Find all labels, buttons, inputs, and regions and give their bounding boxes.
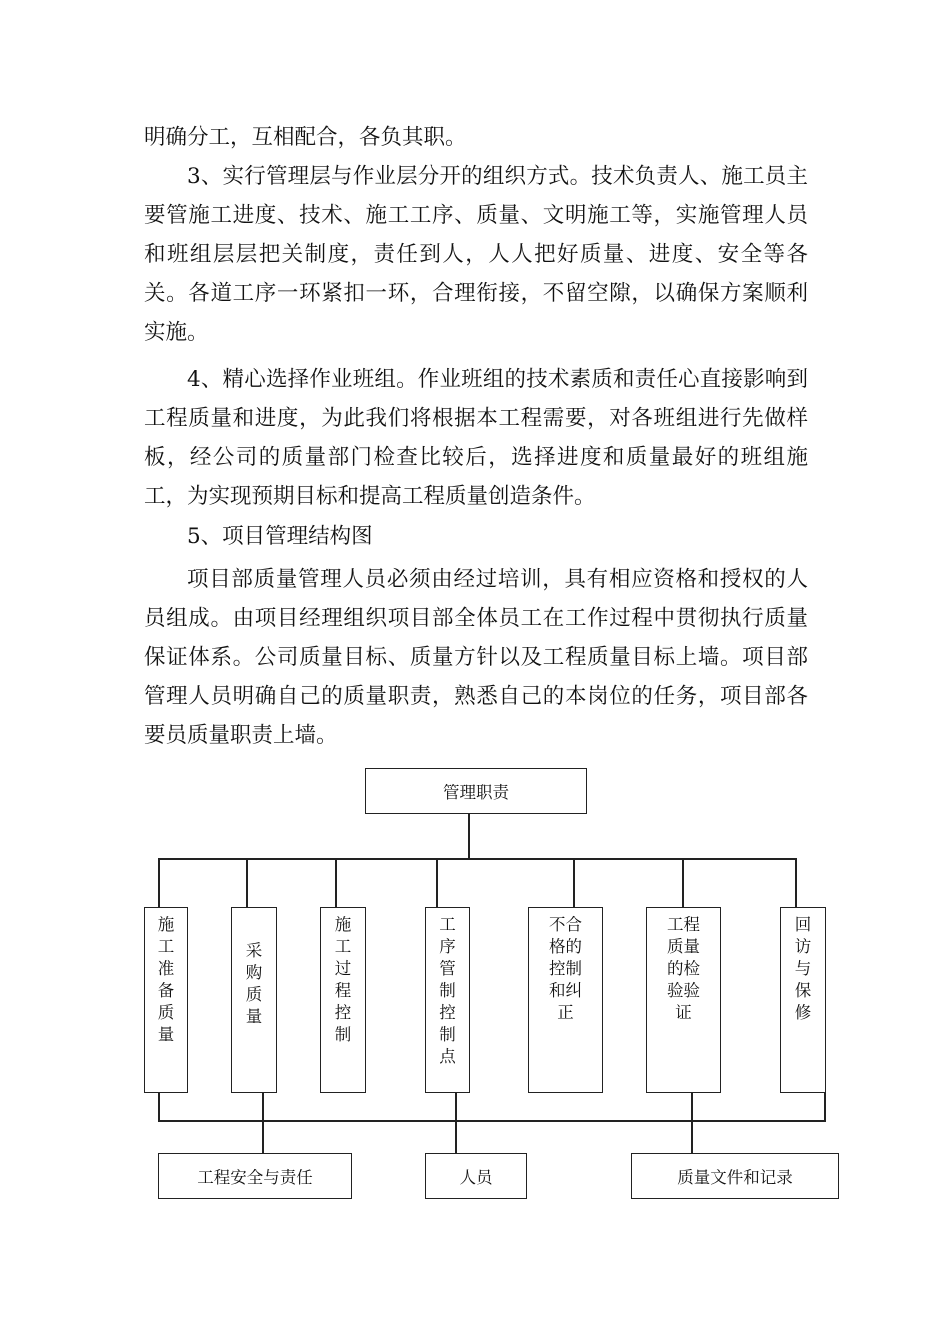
mid-box-procurement: 采 购 质 量	[231, 907, 277, 1093]
connector-lower-bus	[158, 1120, 826, 1122]
paragraph-5: 项目部质量管理人员必须由经过培训，具有相应资格和授权的人员组成。由项目经理组织项目部全体员工在工作过程中贯彻执行质量保证体系。公司质量目标、质量方针以及工程质量目标上墙。项目部管理人员明确自己的质量职责，熟悉自己的本岗位的任务，项目部各要员质量职责上墙。	[144, 567, 808, 748]
drop-3	[335, 858, 337, 908]
connector-upper-bus	[158, 858, 796, 860]
drop-4	[436, 858, 438, 908]
rise-2	[262, 1093, 264, 1153]
rise-7	[824, 1093, 826, 1121]
connector-top-vertical	[468, 814, 470, 859]
paragraph-4-heading: 5、项目管理结构图	[187, 524, 373, 549]
mid-box-inspection: 工程 质量 的检 验验 证	[646, 907, 721, 1093]
drop-1	[158, 858, 160, 908]
drop-7	[795, 858, 797, 908]
bottom-box-safety: 工程安全与责任	[158, 1153, 352, 1199]
paragraph-3: 4、精心选择作业班组。作业班组的技术素质和责任心直接影响到工程质量和进度，为此我们将根据本工程需要，对各班组进行先做样板，经公司的质量部门检查比较后，选择进度和质量最好的班组施工，为实现预期目标和提高工程质量创造条件。	[144, 367, 808, 509]
mid-box-revisit: 回 访 与 保 修	[780, 907, 826, 1093]
drop-5	[573, 858, 575, 908]
drop-2	[246, 858, 248, 908]
mid-box-construction-prep: 施 工 准 备 质 量	[144, 907, 188, 1093]
bottom-box-documents: 质量文件和记录	[631, 1153, 839, 1199]
mid-box-nonconformance: 不合 格的 控制 和纠 正	[528, 907, 603, 1093]
bottom-box-personnel: 人员	[425, 1153, 527, 1199]
mid-box-process-control: 施 工 过 程 控 制	[320, 907, 366, 1093]
paragraph-2: 3、实行管理层与作业层分开的组织方式。技术负责人、施工员主要管施工进度、技术、施工工序、质量、文明施工等，实施管理人员和班组层层把关制度，责任到人，人人把好质量、进度、安全等各关。各道工序一环紧扣一环，合理衔接，不留空隙，以确保方案顺利实施。	[144, 164, 808, 345]
top-box: 管理职责	[365, 768, 587, 814]
rise-6	[691, 1093, 693, 1153]
drop-6	[682, 858, 684, 908]
rise-1	[158, 1093, 160, 1121]
rise-4	[455, 1093, 457, 1153]
paragraph-1: 明确分工，互相配合，各负其职。	[144, 125, 467, 150]
mid-box-process-checkpoint: 工 序 管 制 控 制 点	[425, 907, 470, 1093]
